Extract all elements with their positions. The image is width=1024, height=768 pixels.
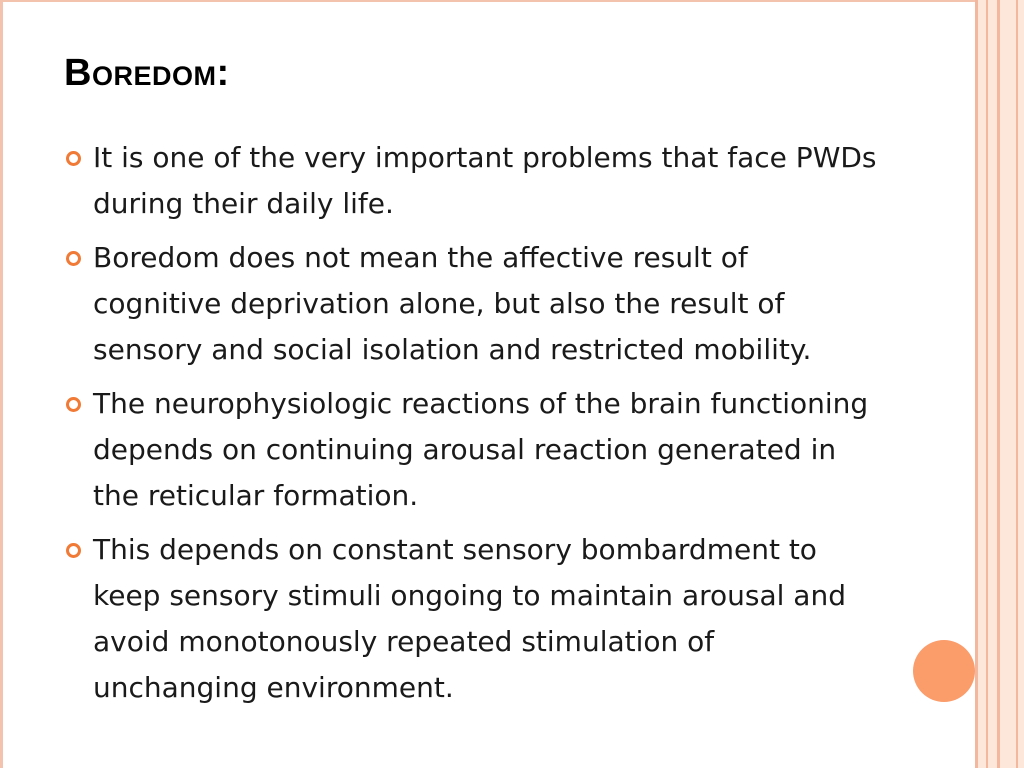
ring-bullet-icon xyxy=(66,251,81,266)
right-stripe xyxy=(988,0,997,768)
ring-bullet-icon xyxy=(66,543,81,558)
frame-top-border xyxy=(0,0,1024,2)
bullet-item xyxy=(64,381,884,519)
bullet-item xyxy=(64,527,884,711)
right-stripe xyxy=(978,0,986,768)
bullet-item xyxy=(64,235,884,373)
right-stripe xyxy=(1000,0,1016,768)
bullet-text: It is one of the very important problems that face PWDs during their daily life. xyxy=(93,141,877,220)
ring-bullet-icon xyxy=(66,151,81,166)
bullet-list xyxy=(64,135,884,719)
bullet-item xyxy=(64,135,884,227)
right-stripe xyxy=(1018,0,1024,768)
frame-left-border xyxy=(0,0,3,768)
ring-bullet-icon xyxy=(66,397,81,412)
bullet-text: This depends on constant sensory bombardment to keep sensory stimuli ongoing to maintain arousal and avoid monotonously repeated stimulation of unchanging environment. xyxy=(93,533,846,704)
orange-circle-icon xyxy=(913,640,975,702)
bullet-text: The neurophysiologic reactions of the brain functioning depends on continuing arousal reaction generated in the reticular formation. xyxy=(93,387,869,512)
slide-title: Boredom: xyxy=(64,52,230,94)
bullet-text: Boredom does not mean the affective result of cognitive deprivation alone, but also the result of sensory and social isolation and restricted mobility. xyxy=(93,241,812,366)
